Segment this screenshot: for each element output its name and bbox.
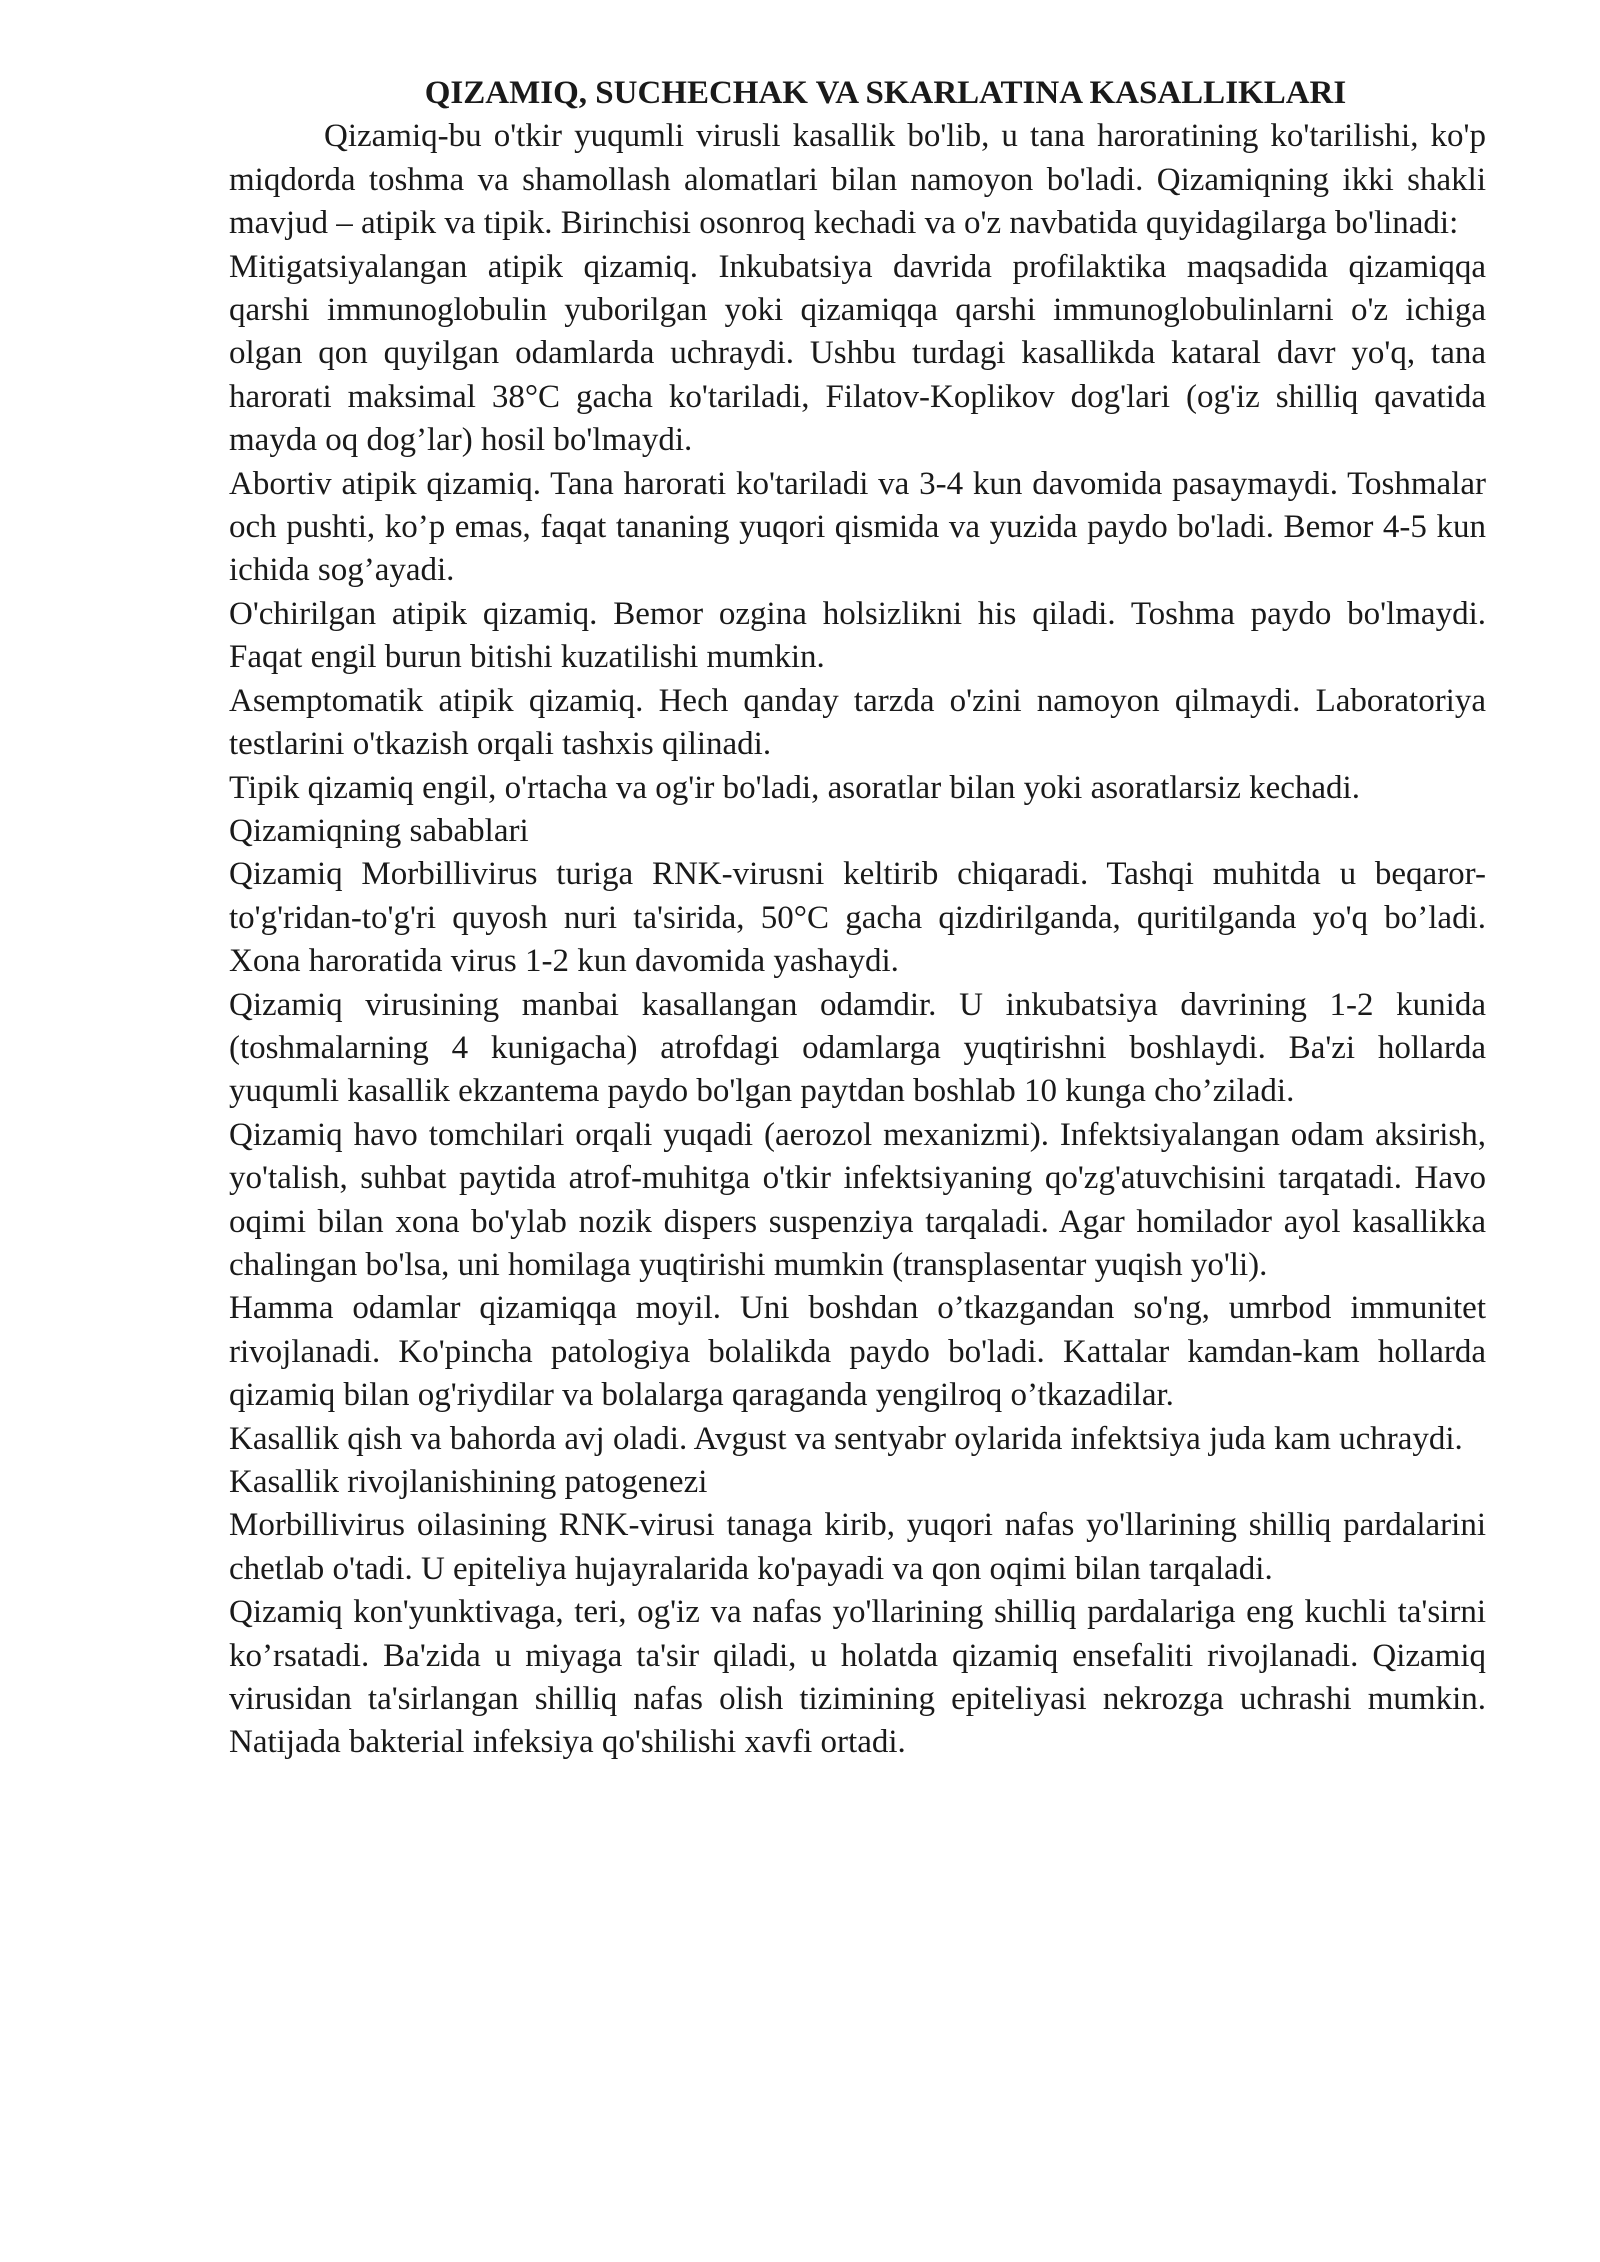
paragraph-pathogenesis-effects: Qizamiq kon'yunktivaga, teri, og'iz va nafas yo'llarining shilliq pardalariga eng kuchli ta'sirni ko’rsatadi. Ba'zida u miyaga ta'sir qiladi, u holatda qizamiq ensefaliti rivojlanadi. Qizamiq virusidan ta'sirlangan shilliq nafas olish tizimining epiteliyasi nekrozga uchrashi mumkin. Natijada bakterial infeksiya qo'shilishi xavfi ortadi. — [229, 1594, 1486, 1761]
paragraph-intro: Qizamiq-bu o'tkir yuqumli virusli kasallik bo'lib, u tana haroratining ko'tarilishi, ko'p miqdorda toshma va shamollash alomatlari bilan namoyon bo'ladi. Qizamiqning ikki shakli mavjud – atipik va tipik. Birinchisi osonroq kechadi va o'z navbatida quyidagilarga bo'linadi: — [229, 118, 1486, 242]
section-heading-causes: Qizamiqning sabablari — [229, 812, 529, 849]
paragraph-susceptibility: Hamma odamlar qizamiqqa moyil. Uni boshdan o’tkazgandan so'ng, umrbod immunitet rivojlanadi. Ko'pincha patologiya bolalikda paydo bo'ladi. Kattalar kamdan-kam hollarda qizamiq bilan og'riydilar va bolalarga qaraganda yengilroq o’tkazadilar. — [229, 1290, 1486, 1414]
section-heading-pathogenesis: Kasallik rivojlanishining patogenezi — [229, 1464, 708, 1500]
paragraph-mitigated-measles: Mitigatsiyalangan atipik qizamiq. Inkubatsiya davrida profilaktika maqsadida qizamiqqa qarshi immunoglobulin yuborilgan yoki qizamiqqa qarshi immunoglobulinlarni o'z ichiga olgan qon quyilgan odamlarda uchraydi. Ushbu turdagi kasallikda kataral davr yo'q, tana harorati maksimal 38°C gacha ko'tariladi, Filatov-Koplikov dog'lari (og'iz shilliq qavatida mayda oq dog’lar) hosil bo'lmaydi. — [229, 248, 1486, 459]
paragraph-virus-description: Qizamiq Morbillivirus turiga RNK-virusni keltirib chiqaradi. Tashqi muhitda u beqaror-to'g'ridan-to'g'ri quyosh nuri ta'sirida, 50°C gacha qizdirilganda, quritilganda yo'q bo’ladi. Xona haroratida virus 1-2 kun davomida yashaydi. — [229, 856, 1486, 980]
paragraph-pathogenesis-entry: Morbillivirus oilasining RNK-virusi tanaga kirib, yuqori nafas yo'llarining shilliq pardalarini chetlab o'tadi. U epiteliya hujayralarida ko'payadi va qon oqimi bilan tarqaladi. — [229, 1507, 1486, 1587]
paragraph-asymptomatic-measles: Asemptomatik atipik qizamiq. Hech qanday tarzda o'zini namoyon qilmaydi. Laboratoriya testlarini o'tkazish orqali tashxis qilinadi. — [229, 682, 1486, 763]
paragraph-seasonality: Kasallik qish va bahorda avj oladi. Avgust va sentyabr oylarida infektsiya juda kam uchraydi. — [229, 1420, 1463, 1457]
paragraph-abortive-measles: Abortiv atipik qizamiq. Tana harorati ko'tariladi va 3-4 kun davomida pasaymaydi. Toshmalar och pushti, ko’p emas, faqat tananing yuqori qismida va yuzida paydo bo'ladi. Bemor 4-5 kun ichida sog’ayadi. — [229, 465, 1486, 589]
document-page — [229, 72, 1486, 1765]
paragraph-transmission: Qizamiq havo tomchilari orqali yuqadi (aerozol mexanizmi). Infektsiyalangan odam aksirish, yo'talish, suhbat paytida atrof-muhitga o'tkir infektsiyaning qo'zg'atuvchisini tarqatadi. Havo oqimi bilan xona bo'ylab nozik dispers suspenziya tarqaladi. Agar homilador ayol kasallikka chalingan bo'lsa, uni homilaga yuqtirishi mumkin (transplasentar yuqish yo'li). — [229, 1116, 1486, 1283]
paragraph-virus-source: Qizamiq virusining manbai kasallangan odamdir. U inkubatsiya davrining 1-2 kunida (toshmalarning 4 kunigacha) atrofdagi odamlarga yuqtirishni boshlaydi. Ba'zi hollarda yuqumli kasallik ekzantema paydo bo'lgan paytdan boshlab 10 kunga cho’ziladi. — [229, 986, 1486, 1110]
paragraph-typical-measles: Tipik qizamiq engil, o'rtacha va og'ir bo'ladi, asoratlar bilan yoki asoratlarsiz kechadi. — [229, 769, 1360, 806]
document-title: QIZAMIQ, SUCHECHAK VA SKARLATINA KASALLIKLARI — [424, 75, 1347, 111]
paragraph-erased-measles: O'chirilgan atipik qizamiq. Bemor ozgina holsizlikni his qiladi. Toshma paydo bo'lmaydi. Faqat engil burun bitishi kuzatilishi mumkin. — [229, 595, 1486, 676]
